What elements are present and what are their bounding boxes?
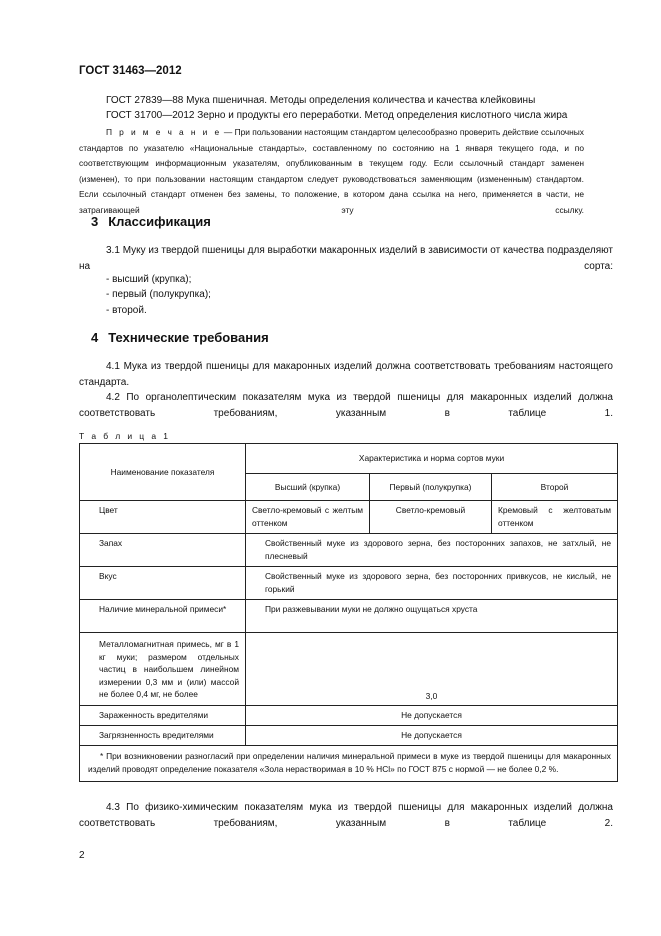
row-smell-value: Свойственный муке из здорового зерна, без посторонних запахов, не затхлый, не плесневый — [246, 534, 618, 567]
table-1 — [79, 443, 618, 782]
row-taste-value: Свойственный муке из здорового зерна, без посторонних привкусов, не кислый, не горький — [246, 567, 618, 600]
section-3-number: 3 — [91, 214, 99, 229]
table-row-color — [80, 501, 618, 534]
header-col-first: Первый (полукрупка) — [370, 473, 492, 500]
row-metal-value: 3,0 — [246, 633, 618, 706]
row-color-highest: Светло-кремовый с желтым оттенком — [246, 501, 370, 534]
note-label: П р и м е ч а н и е — [106, 127, 222, 137]
header-col-second: Второй — [492, 473, 618, 500]
section-3-title: Классификация — [108, 214, 211, 229]
row-contam-value: Не допускается — [246, 726, 618, 746]
grade-item-3: - второй. — [106, 305, 147, 316]
page-number: 2 — [79, 850, 85, 861]
paragraph-4-3: 4.3 По физико-химическим показателям мука из твердой пшеницы для макаронных изделий должна соответствовать требованиям, указанным в таблице 2. — [79, 802, 613, 829]
table-row-mineral — [80, 600, 618, 633]
header-grade-group: Характеристика и норма сортов муки — [246, 444, 618, 474]
table-row-metal — [80, 633, 618, 706]
table-footnote: * При возникновении разногласий при определении наличия минеральной примеси в муке из твердой пшеницы для макаронных изделий проводят определение показателя «Зола нерастворимая в 10 % HCl» по ГОСТ 875 с нормой — не более 0,2 %. — [80, 746, 618, 782]
table-row-contamination — [80, 726, 618, 746]
row-mineral-value: При разжевывании муки не должно ощущаться хруста — [246, 600, 618, 633]
grade-item-2: - первый (полукрупка); — [106, 289, 211, 300]
row-color-first: Светло-кремовый — [370, 501, 492, 534]
row-mineral-name: Наличие минеральной примеси* — [80, 600, 246, 633]
header-indicator: Наименование показателя — [80, 444, 246, 501]
section-3-heading — [91, 214, 211, 229]
row-color-name: Цвет — [80, 501, 246, 534]
paragraph-4-1: 4.1 Мука из твердой пшеницы для макаронных изделий должна соответствовать требованиям настоящего стандарта. — [79, 361, 613, 388]
table-caption: Т а б л и ц а 1 — [79, 431, 171, 441]
row-metal-name: Металломагнитная примесь, мг в 1 кг муки; размером отдельных частиц в наибольшем линейном измерении 0,3 мм и (или) массой не более 0,4 мг, не более — [80, 633, 246, 706]
note-text: — При пользовании настоящим стандартом целесообразно проверить действие ссылочных стандартов по указателю «Национальные стандарты», составленному по состоянию на 1 января текущего года, и по соответствующим информационным указателям, опубликованным в текущем году. Если ссылочный стандарт заменен (изменен), то при пользовании настоящим стандартом следует руководствоваться заменяющим (измененным) стандартом. Если ссылочный стандарт отменен без замены, то положение, в котором дана ссылка на него, применяется в части, не затрагивающей эту ссылку. — [79, 127, 584, 215]
section-4-heading — [91, 330, 269, 345]
section-4-title: Технические требования — [108, 330, 269, 345]
section-4-number: 4 — [91, 330, 99, 345]
header-col-highest: Высший (крупка) — [246, 473, 370, 500]
reference-gost-27839: ГОСТ 27839—88 Мука пшеничная. Методы определения количества и качества клейковины — [106, 95, 536, 106]
row-smell-name: Запах — [80, 534, 246, 567]
document-header-code: ГОСТ 31463—2012 — [79, 65, 182, 77]
table-row-taste — [80, 567, 618, 600]
paragraph-3-1: 3.1 Муку из твердой пшеницы для выработки макаронных изделий в зависимости от качества подразделяют на сорта: — [79, 245, 613, 272]
row-pests-value: Не допускается — [246, 706, 618, 726]
grade-item-1: - высший (крупка); — [106, 274, 192, 285]
table-row-smell — [80, 534, 618, 567]
row-contam-name: Загрязненность вредителями — [80, 726, 246, 746]
row-taste-name: Вкус — [80, 567, 246, 600]
row-color-second: Кремовый с желтоватым оттенком — [492, 501, 618, 534]
paragraph-4-2: 4.2 По органолептическим показателям мука из твердой пшеницы для макаронных изделий должна соответствовать требованиям, указанным в таблице 1. — [79, 392, 613, 419]
table-row-pests — [80, 706, 618, 726]
reference-gost-31700: ГОСТ 31700—2012 Зерно и продукты его переработки. Метод определения кислотного числа жира — [106, 110, 568, 121]
note-paragraph — [79, 125, 584, 218]
table-header-row — [80, 444, 618, 474]
table-footnote-row — [80, 746, 618, 782]
row-pests-name: Зараженность вредителями — [80, 706, 246, 726]
